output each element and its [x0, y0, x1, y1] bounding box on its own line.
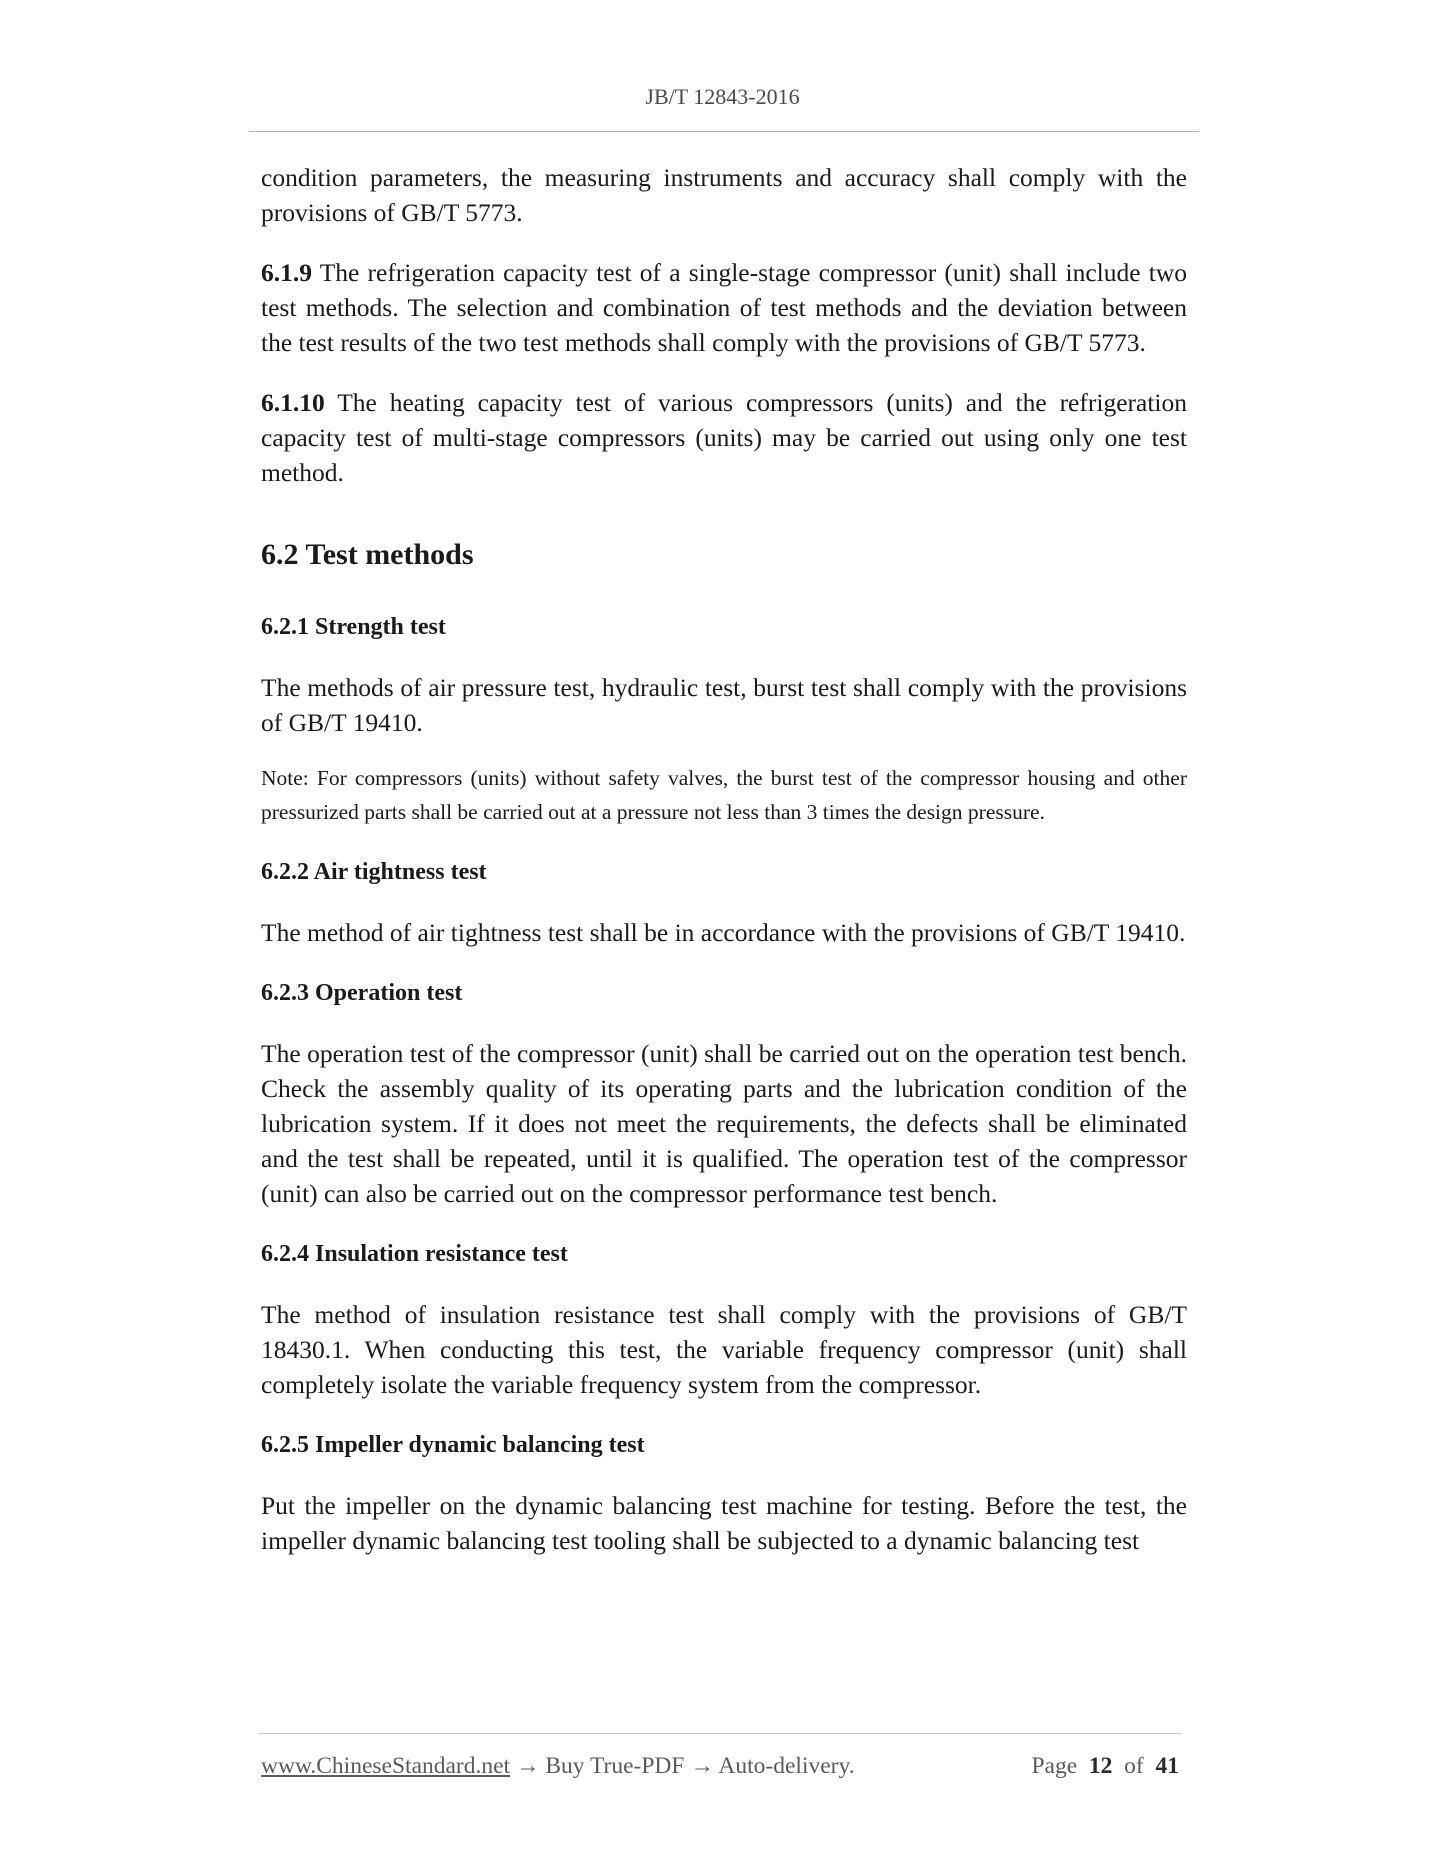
- section-heading-6-2: 6.2 Test methods: [261, 538, 474, 571]
- paragraph-6-2-2: The method of air tightness test shall be in accordance with the provisions of GB/T 19410.: [261, 918, 1186, 947]
- footer-promo: [261, 1753, 855, 1780]
- clause-6-1-9: [261, 255, 1187, 360]
- footer-divider: [258, 1733, 1182, 1734]
- clause-6-1-10: [261, 385, 1187, 490]
- clause-text: The heating capacity test of various compressors (units) and the refrigeration capacity test of multi-stage compressors (units) may be carried out using only one test method.: [261, 388, 1187, 487]
- auto-delivery-text: Auto-delivery.: [718, 1753, 855, 1779]
- header-divider: [249, 131, 1199, 132]
- chinesestandard-link[interactable]: www.ChineseStandard.net: [261, 1753, 511, 1779]
- clause-number: 6.1.9: [261, 258, 312, 287]
- page-header-title: JB/T 12843-2016: [645, 84, 800, 109]
- paragraph-6-2-1: The methods of air pressure test, hydraulic test, burst test shall comply with the provisions of GB/T 19410.: [261, 673, 1187, 737]
- page-current: 12: [1088, 1753, 1113, 1779]
- subsection-heading-6-2-3: 6.2.3 Operation test: [261, 980, 463, 1006]
- page-total: 41: [1155, 1753, 1179, 1779]
- arrow-right-icon: →: [684, 1753, 719, 1779]
- arrow-right-icon: →: [510, 1753, 546, 1779]
- subsection-heading-6-2-1: 6.2.1 Strength test: [261, 614, 446, 640]
- page-number: [1031, 1753, 1179, 1780]
- of-label: of: [1124, 1753, 1144, 1779]
- paragraph-6-2-5: Put the impeller on the dynamic balancing test machine for testing. Before the test, the impeller dynamic balancing test tooling shall be subjected to a dynamic balancing test: [261, 1491, 1187, 1555]
- note-6-2-1: Note: For compressors (units) without safety valves, the burst test of the compressor housing and other pressurized parts shall be carried out at a pressure not less than 3 times the design pressure.: [261, 766, 1187, 824]
- buy-true-pdf-text: Buy True-PDF: [545, 1753, 685, 1779]
- clause-text: The refrigeration capacity test of a single-stage compressor (unit) shall include two test methods. The selection and combination of test methods and the deviation between the test results of the two test methods shall comply with the provisions of GB/T 5773.: [261, 258, 1187, 357]
- page-label: Page: [1031, 1753, 1078, 1779]
- subsection-heading-6-2-5: 6.2.5 Impeller dynamic balancing test: [261, 1432, 645, 1458]
- paragraph-intro: condition parameters, the measuring instruments and accuracy shall comply with the provisions of GB/T 5773.: [261, 163, 1187, 227]
- clause-number: 6.1.10: [261, 388, 325, 417]
- subsection-heading-6-2-4: 6.2.4 Insulation resistance test: [261, 1241, 568, 1267]
- subsection-heading-6-2-2: 6.2.2 Air tightness test: [261, 859, 487, 885]
- paragraph-6-2-3: The operation test of the compressor (unit) shall be carried out on the operation test bench. Check the assembly quality of its operating parts and the lubrication condition of the lubrication system. If it does not meet the requirements, the defects shall be eliminated and the test shall be repeated, until it is qualified. The operation test of the compressor (unit) can also be carried out on the compressor performance test bench.: [261, 1039, 1187, 1208]
- paragraph-6-2-4: The method of insulation resistance test shall comply with the provisions of GB/T 18430.1. When conducting this test, the variable frequency compressor (unit) shall completely isolate the variable frequency system from the compressor.: [261, 1300, 1187, 1399]
- document-body: [261, 160, 1187, 1558]
